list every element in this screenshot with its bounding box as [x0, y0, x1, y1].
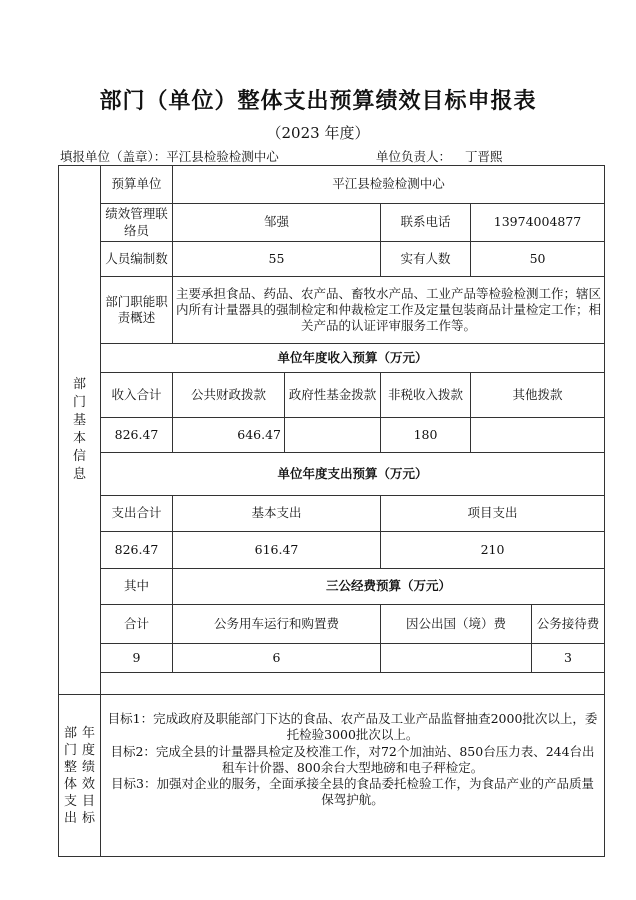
- responsible-line: [376, 147, 503, 165]
- income-value-gov-fund: [285, 418, 381, 453]
- three-public-title: 三公经费预算（万元）: [173, 569, 605, 605]
- responsible-label: 单位负责人：: [376, 149, 452, 164]
- duty-value: 主要承担食品、药品、农产品、畜牧水产品、工业产品等检验检测工作；辖区内所有计量器具的强制检定和仲裁检定工作及定量包装商品计量检定工作；相关产品的认证评审服务工作等。: [173, 277, 605, 344]
- duty-label: 部门职能职责概述: [101, 277, 173, 344]
- three-public-value-reception: 3: [532, 644, 605, 673]
- income-value-total: 826.47: [101, 418, 173, 453]
- three-public-header-total: 合计: [101, 605, 173, 644]
- goal-1: 目标1：完成政府及职能部门下达的食品、农产品及工业产品监督抽查2000批次以上，委托检验3000批次以上。: [107, 711, 598, 743]
- income-value-other: [471, 418, 605, 453]
- among-label: 其中: [101, 569, 173, 605]
- fill-unit-label: 填报单位（盖章）：: [60, 149, 167, 164]
- expense-budget-title: 单位年度支出预算（万元）: [101, 453, 605, 496]
- income-header-public-finance: 公共财政拨款: [173, 373, 285, 418]
- goal-2: 目标2：完成全县的计量器具检定及校准工作，对72个加油站、850台压力表、244台出租车计价器、800余台大型地磅和电子秤检定。: [110, 743, 595, 775]
- phone-value: 13974004877: [471, 204, 605, 242]
- three-public-header-abroad: 因公出国（境）费: [381, 605, 532, 644]
- annual-performance-goals: [101, 695, 605, 857]
- expense-value-total: 826.47: [101, 532, 173, 569]
- three-public-value-vehicle: 6: [173, 644, 381, 673]
- perf-contact-label: 绩效管理联络员: [101, 204, 173, 242]
- blank-row: [101, 673, 605, 695]
- expense-header-basic: 基本支出: [173, 496, 381, 532]
- responsible-value: 丁晋熙: [465, 149, 503, 164]
- fill-unit-value: 平江县检验检测中心: [166, 149, 279, 164]
- income-budget-title: 单位年度收入预算（万元）: [101, 344, 605, 373]
- budget-form-table: [58, 165, 605, 857]
- income-header-gov-fund: 政府性基金拨款: [285, 373, 381, 418]
- staff-quota-label: 人员编制数: [101, 242, 173, 277]
- income-header-other: 其他拨款: [471, 373, 605, 418]
- budget-unit-value: 平江县检验检测中心: [173, 166, 605, 204]
- staff-quota-value: 55: [173, 242, 381, 277]
- goals-section-label: 部门整体支出 年度绩效目标: [59, 695, 101, 857]
- phone-label: 联系电话: [381, 204, 471, 242]
- three-public-value-abroad: [381, 644, 532, 673]
- expense-header-project: 项目支出: [381, 496, 605, 532]
- goal-3: 目标3：加强对企业的服务，全面承接全县的食品委托检验工作，为食品产业的产品质量保驾护航。: [111, 776, 595, 808]
- three-public-header-reception: 公务接待费: [532, 605, 605, 644]
- income-header-nontax: 非税收入拨款: [381, 373, 471, 418]
- form-year: （2023 年度）: [266, 124, 370, 142]
- basic-info-section-label: 部门基本信息: [59, 166, 101, 695]
- income-value-nontax: 180: [381, 418, 471, 453]
- income-value-public-finance: 646.47: [173, 418, 285, 453]
- fill-unit-line: [60, 147, 279, 165]
- actual-staff-value: 50: [471, 242, 605, 277]
- three-public-header-vehicle: 公务用车运行和购置费: [173, 605, 381, 644]
- perf-contact-value: 邹强: [173, 204, 381, 242]
- three-public-value-total: 9: [101, 644, 173, 673]
- expense-value-basic: 616.47: [173, 532, 381, 569]
- expense-value-project: 210: [381, 532, 605, 569]
- form-title: 部门（单位）整体支出预算绩效目标申报表: [99, 89, 537, 114]
- income-header-total: 收入合计: [101, 373, 173, 418]
- budget-unit-label: 预算单位: [101, 166, 173, 204]
- actual-staff-label: 实有人数: [381, 242, 471, 277]
- expense-header-total: 支出合计: [101, 496, 173, 532]
